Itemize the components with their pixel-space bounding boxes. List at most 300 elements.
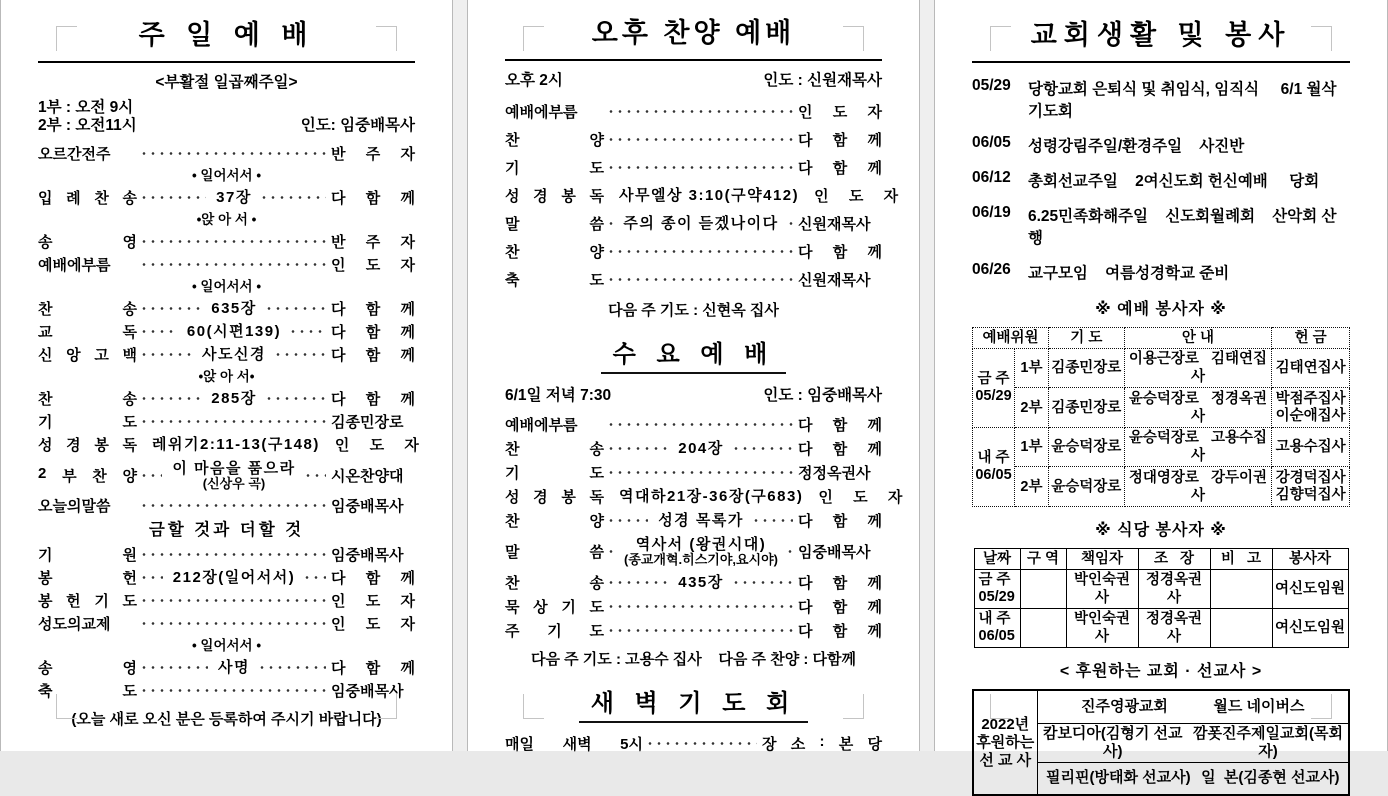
- text-chunk: 다: [798, 131, 813, 149]
- dot-leader: [609, 166, 793, 169]
- order-row: [505, 508, 882, 532]
- text-chunk: 경: [66, 437, 81, 454]
- justified-text: [331, 231, 415, 252]
- part-cell: 1부: [1014, 428, 1048, 467]
- dot-leader: [142, 263, 326, 266]
- text-chunk: 성: [505, 488, 520, 506]
- order-center: [182, 323, 286, 340]
- justified-text: 정정옥권사: [798, 464, 871, 482]
- text-chunk: 함: [832, 574, 848, 592]
- text-chunk: 함: [365, 190, 381, 207]
- order-row: [38, 456, 415, 494]
- text-chunk: 함: [832, 159, 848, 177]
- leader-cell: 박인숙권사: [1066, 570, 1138, 609]
- text-chunk: 인: [334, 437, 350, 454]
- text-chunk: 함: [832, 416, 848, 434]
- text-chunk: 입: [38, 190, 53, 207]
- order-right: [331, 143, 415, 164]
- justified-text: [505, 572, 604, 593]
- order-row: [38, 566, 415, 589]
- week-label: 금 주: [977, 371, 1010, 387]
- order-center-line: 주의 종이 듣겠나이다: [623, 214, 779, 232]
- text-chunk: 찬: [505, 440, 520, 458]
- order-center-line: 역대하21장-36장(구683): [619, 487, 804, 505]
- servers-heading: ※ 예배 봉사자 ※: [1095, 301, 1227, 318]
- leader-cell: 박인숙권사: [1066, 609, 1138, 648]
- justified-text: [38, 465, 137, 486]
- order-row: [505, 412, 882, 436]
- text-chunk: 도: [589, 464, 604, 482]
- text-chunk: 상: [533, 598, 548, 616]
- text-chunk: 교: [38, 324, 53, 341]
- order-right: [331, 495, 415, 516]
- justified-text: 신원재목사: [798, 271, 871, 289]
- justified-text: [505, 510, 604, 531]
- order-center: [673, 574, 729, 591]
- order-center-line: 204장: [678, 439, 724, 457]
- text-chunk: 께: [867, 622, 882, 640]
- text-chunk: 앙: [66, 347, 81, 364]
- event-date: 05/29: [972, 77, 1011, 94]
- order-center-line: 사도신경: [202, 346, 266, 363]
- justified-text: 예배에부름: [38, 257, 111, 274]
- order-center: [167, 460, 300, 491]
- support-row-items: [1040, 725, 1347, 761]
- order-right: [798, 438, 882, 459]
- text-chunk: 자: [867, 103, 882, 121]
- text-chunk: 영: [122, 660, 137, 677]
- text-chunk: 도: [122, 414, 137, 431]
- justified-text: [38, 590, 137, 611]
- order-center-line: 이 마음을 품으라: [172, 459, 296, 477]
- text-chunk: 자: [887, 488, 903, 506]
- col-header: 봉사자: [1272, 549, 1348, 570]
- event-text: 6.25민족화해주일 신도회월례회 산악회 산행: [1028, 208, 1337, 247]
- page-1-content: [38, 0, 419, 733]
- section-dawn: [505, 683, 882, 755]
- text-chunk: 양: [589, 512, 604, 530]
- dot-leader: [142, 689, 326, 692]
- text-chunk: 함: [832, 622, 848, 640]
- text-chunk: 기: [505, 464, 520, 482]
- order-right: [331, 590, 415, 611]
- prayer-cell: 김종민장로: [1048, 349, 1124, 388]
- text-chunk: 도: [832, 103, 848, 121]
- text-chunk: 양: [122, 467, 137, 485]
- text-chunk: 다: [331, 660, 346, 677]
- order-row: [38, 656, 415, 679]
- week-date: 05/29: [975, 388, 1012, 404]
- page-3-content: [972, 0, 1350, 796]
- order-right: [798, 101, 882, 122]
- order-center: [618, 215, 783, 232]
- text-chunk: 자: [883, 187, 899, 205]
- order-right: [798, 572, 882, 593]
- text-chunk: 양: [589, 243, 604, 261]
- justified-text: [38, 434, 137, 455]
- order-row: [505, 732, 882, 755]
- text-chunk: 께: [400, 324, 415, 341]
- event-row: [972, 134, 1350, 156]
- justified-text: [505, 596, 604, 617]
- order-label: [38, 495, 137, 516]
- order-right: [331, 321, 415, 342]
- date-cell: [974, 609, 1020, 648]
- section-wed: [505, 334, 903, 673]
- text-chunk: 다: [798, 512, 813, 530]
- page-gap: [920, 0, 934, 751]
- week-cell: [973, 349, 1015, 428]
- order-row: [505, 532, 882, 570]
- order-right: [331, 544, 415, 565]
- order-row: [505, 436, 882, 460]
- col-header: 조 장: [1138, 549, 1210, 570]
- justified-text: 임중배목사: [331, 498, 404, 515]
- text-chunk: 께: [400, 570, 415, 587]
- dot-leader: [142, 353, 192, 356]
- order-label: [38, 544, 137, 565]
- text-chunk: 다: [331, 347, 346, 364]
- justified-text: [331, 143, 415, 164]
- page-gap: [453, 0, 467, 751]
- justified-text: 시온찬양대: [331, 467, 404, 485]
- page-afternoon-wednesday: [467, 0, 920, 751]
- title-rule: [972, 61, 1350, 63]
- offering-cell: [1272, 467, 1350, 507]
- justified-text: [38, 657, 137, 678]
- text-chunk: 다: [798, 416, 813, 434]
- text-chunk: 씀: [589, 543, 604, 561]
- support-row-items: [1040, 769, 1347, 787]
- text-chunk: 께: [400, 660, 416, 677]
- text-chunk: 자: [400, 146, 415, 163]
- offering-cell: [1272, 388, 1350, 428]
- usher-cell: 윤승덕장로 고용수집사: [1124, 428, 1272, 467]
- service-info: [505, 68, 882, 90]
- table-row: [973, 428, 1350, 467]
- order-right: [331, 567, 415, 588]
- text-chunk: 독: [589, 187, 604, 205]
- text-chunk: 송: [589, 440, 604, 458]
- col-header: 구 역: [1020, 549, 1066, 570]
- offering-name: 김태연집사: [1275, 359, 1346, 376]
- text-chunk: 헌: [66, 593, 81, 610]
- text-chunk: 부: [62, 467, 77, 485]
- text-chunk: 송: [122, 391, 137, 408]
- order-label: [505, 438, 604, 459]
- order-label: [505, 185, 604, 206]
- text-chunk: 자: [400, 234, 415, 251]
- order-center: [147, 436, 325, 453]
- order-label: [505, 486, 604, 507]
- dot-leader: [262, 196, 326, 199]
- order-center: [614, 187, 804, 204]
- support-left-cell: [973, 690, 1037, 795]
- order-label: [505, 213, 604, 234]
- justified-text: [38, 388, 137, 409]
- dot-leader: [789, 222, 793, 225]
- service-leader: 인도 : 임중배목사: [763, 387, 882, 404]
- events-list: [972, 77, 1350, 283]
- order-center-line: 285장: [211, 390, 257, 407]
- order-center: [673, 440, 729, 457]
- text-chunk: 반: [331, 146, 346, 163]
- justified-text: [814, 185, 898, 206]
- justified-text: [505, 241, 604, 262]
- order-row: [38, 679, 415, 702]
- event-date: 06/12: [972, 169, 1011, 186]
- head-cell: 정경옥권사: [1138, 609, 1210, 648]
- table-row: [973, 388, 1350, 428]
- text-chunk: 5시: [620, 736, 643, 753]
- text-chunk: 도: [589, 598, 604, 616]
- order-row: [505, 237, 882, 265]
- order-row: [38, 343, 415, 366]
- order-label: [505, 241, 604, 262]
- text-chunk: 도: [122, 683, 137, 700]
- page-sunday-worship: [0, 0, 453, 751]
- offering-name: 박점주집사: [1275, 390, 1346, 407]
- note-cell: [1210, 570, 1272, 609]
- order-label: [38, 411, 137, 432]
- order-right: [331, 388, 415, 409]
- order-center-subline: (종교개혁.히스기야,요시야): [623, 551, 779, 567]
- text-chunk: 주: [365, 146, 381, 163]
- service-note: 다음 주 기도 : 신현옥 집사: [608, 302, 779, 319]
- service-title: 오후 찬양 예배: [591, 18, 796, 48]
- support-item: 캄보디아(김형기 선교사): [1042, 724, 1183, 760]
- justified-text: [505, 733, 643, 754]
- dot-leader: [754, 519, 793, 522]
- justified-text: [331, 657, 415, 678]
- order-label: [505, 572, 604, 593]
- stand-direction: •앉 아 서•: [198, 369, 255, 384]
- justified-text: [331, 567, 415, 588]
- order-right: [798, 157, 882, 178]
- justified-text: 임중배목사: [331, 547, 404, 564]
- text-chunk: 다: [331, 391, 346, 408]
- justified-text: [331, 344, 415, 365]
- service-title-text: 수 요 예 배: [601, 334, 787, 374]
- event-date: 06/05: [972, 134, 1011, 151]
- text-chunk: 봉: [561, 488, 576, 506]
- text-chunk: 인: [331, 257, 346, 274]
- order-center-line: 60(시편139): [186, 323, 282, 340]
- dot-leader: [276, 353, 326, 356]
- dot-leader: [609, 581, 668, 584]
- text-chunk: 독: [122, 324, 137, 341]
- stand-direction: • 일어서서 •: [191, 279, 262, 294]
- service-leader: 인도: 임중배목사: [300, 117, 415, 134]
- justified-text: 오늘의말씀: [38, 498, 111, 515]
- text-chunk: 함: [365, 391, 381, 408]
- support-row-items: [1040, 698, 1347, 716]
- order-row: [38, 589, 415, 612]
- support-item: 깜폿진주제일교회(목회자): [1193, 724, 1343, 760]
- prayer-cell: 김종민장로: [1048, 388, 1124, 428]
- justified-text: [331, 388, 415, 409]
- order-row: [38, 410, 415, 433]
- dot-leader: [291, 330, 326, 333]
- prayer-cell: 윤승덕장로: [1048, 428, 1124, 467]
- justified-text: [38, 544, 137, 565]
- order-center-line: 435장: [678, 573, 724, 591]
- text-chunk: 도: [365, 593, 381, 610]
- usher-cell: 정대영장로 강두이권사: [1124, 467, 1272, 507]
- justified-text: [38, 411, 137, 432]
- text-chunk: 경: [533, 187, 548, 205]
- offering-name: 김향덕집사: [1275, 486, 1346, 503]
- text-chunk: 당: [867, 736, 882, 753]
- text-chunk: 함: [365, 301, 381, 318]
- order-row: [38, 543, 415, 566]
- justified-text: [505, 129, 604, 150]
- col-header: 날짜: [974, 549, 1020, 570]
- order-center: [211, 189, 257, 206]
- order-right: [814, 185, 898, 206]
- text-chunk: 다: [331, 570, 346, 587]
- col-header: 안 내: [1124, 328, 1272, 349]
- kitchen-heading: ※ 식당 봉사자 ※: [1095, 522, 1227, 539]
- justified-text: [38, 231, 137, 252]
- order-right: [335, 434, 419, 455]
- text-chunk: 도: [853, 488, 868, 506]
- dot-leader: [734, 447, 793, 450]
- support-heading: < 후원하는 교회 · 선교사 >: [1059, 663, 1263, 680]
- order-right: [798, 213, 882, 234]
- justified-text: [798, 157, 882, 178]
- text-chunk: 함: [832, 598, 848, 616]
- order-right: [331, 254, 415, 275]
- order-row: [38, 186, 415, 209]
- text-chunk: 송: [38, 660, 53, 677]
- order-right: [798, 129, 882, 150]
- text-chunk: 기: [94, 593, 109, 610]
- order-row: [38, 320, 415, 343]
- text-chunk: 성: [505, 187, 520, 205]
- dot-leader: [609, 110, 793, 113]
- text-chunk: 인: [331, 616, 346, 633]
- support-item: 월드 네이버스: [1213, 697, 1305, 715]
- service-note: (오늘 새로 오신 분은 등록하여 주시기 바랍니다): [71, 711, 382, 728]
- dot-leader: [648, 742, 757, 745]
- order-right: [798, 541, 882, 562]
- support-item: 일 본(김종현 선교사): [1201, 769, 1340, 787]
- offering-cell: [1272, 349, 1350, 388]
- dot-leader: [609, 447, 668, 450]
- dot-leader: [609, 138, 793, 141]
- dot-leader: [142, 152, 326, 155]
- justified-text: [798, 596, 882, 617]
- text-chunk: 영: [122, 234, 137, 251]
- service-info-left: [505, 72, 563, 90]
- text-chunk: 께: [400, 391, 415, 408]
- text-chunk: 신: [38, 347, 53, 364]
- text-chunk: 자: [404, 437, 419, 454]
- order-row: [505, 594, 882, 618]
- offering-name: 고용수집사: [1275, 438, 1346, 455]
- justified-text: [505, 213, 604, 234]
- dot-leader: [609, 519, 648, 522]
- service-leader: 인도 : 신원재목사: [763, 72, 882, 89]
- support-row-cell: [1037, 723, 1349, 762]
- text-chunk: 본: [838, 736, 854, 753]
- text-chunk: 찬: [38, 301, 53, 318]
- prayer-cell: 윤승덕장로: [1048, 467, 1124, 507]
- order-label: [505, 462, 604, 483]
- service-info-left: [505, 387, 611, 405]
- justified-text: [505, 269, 604, 290]
- text-chunk: 원: [122, 547, 137, 564]
- text-chunk: 께: [867, 416, 882, 434]
- order-label: [505, 620, 604, 641]
- part-cell: 2부: [1014, 388, 1048, 428]
- order-row: [38, 253, 415, 276]
- justified-text: [38, 298, 137, 319]
- text-chunk: 도: [369, 437, 385, 454]
- dot-leader: [609, 222, 613, 225]
- text-chunk: 말: [505, 543, 520, 561]
- dot-leader: [142, 599, 326, 602]
- support-row-cell: [1037, 690, 1349, 723]
- event-date: 06/19: [972, 204, 1011, 221]
- dot-leader: [267, 397, 326, 400]
- justified-text: [331, 298, 415, 319]
- order-label: [38, 187, 137, 208]
- text-chunk: 주: [365, 234, 381, 251]
- order-right: [798, 510, 882, 531]
- order-label: [505, 101, 604, 122]
- text-chunk: 함: [832, 131, 848, 149]
- order-label: [505, 510, 604, 531]
- order-right: [798, 596, 882, 617]
- justified-text: 예배에부름: [505, 416, 578, 434]
- event-text: 총회선교주일 2여신도회 헌신예배 당회: [1028, 173, 1320, 190]
- service-time: 6/1일 저녁 7:30: [505, 387, 612, 404]
- text-chunk: 도: [122, 593, 137, 610]
- dot-leader: [267, 307, 326, 310]
- justified-text: [38, 680, 137, 701]
- week-label: 내 주: [978, 611, 1011, 627]
- order-label: [38, 465, 137, 486]
- dot-leader: [142, 196, 206, 199]
- justified-text: [505, 486, 604, 507]
- page-church-life: [934, 0, 1388, 787]
- text-chunk: 백: [122, 347, 137, 364]
- dot-leader: [734, 581, 793, 584]
- order-center-subline: (신상우 곡): [202, 475, 266, 491]
- justified-text: [38, 187, 137, 208]
- justified-text: [798, 620, 882, 641]
- justified-text: [331, 321, 415, 342]
- order-label: [505, 733, 643, 754]
- dot-leader: [142, 666, 208, 669]
- text-chunk: 찬: [94, 190, 109, 207]
- text-chunk: 께: [400, 301, 415, 318]
- order-label: [38, 344, 137, 365]
- order-right: [818, 486, 902, 507]
- table-row: [973, 349, 1350, 388]
- justified-text: 신원재목사: [798, 215, 871, 233]
- part-cell: 1부: [1014, 349, 1048, 388]
- text-chunk: 도: [365, 616, 381, 633]
- order-right: [331, 657, 415, 678]
- justified-text: [331, 254, 415, 275]
- stand-direction: • 일어서서 •: [191, 638, 262, 653]
- order-right: [798, 462, 882, 483]
- order-row: [38, 387, 415, 410]
- dot-leader: [142, 397, 201, 400]
